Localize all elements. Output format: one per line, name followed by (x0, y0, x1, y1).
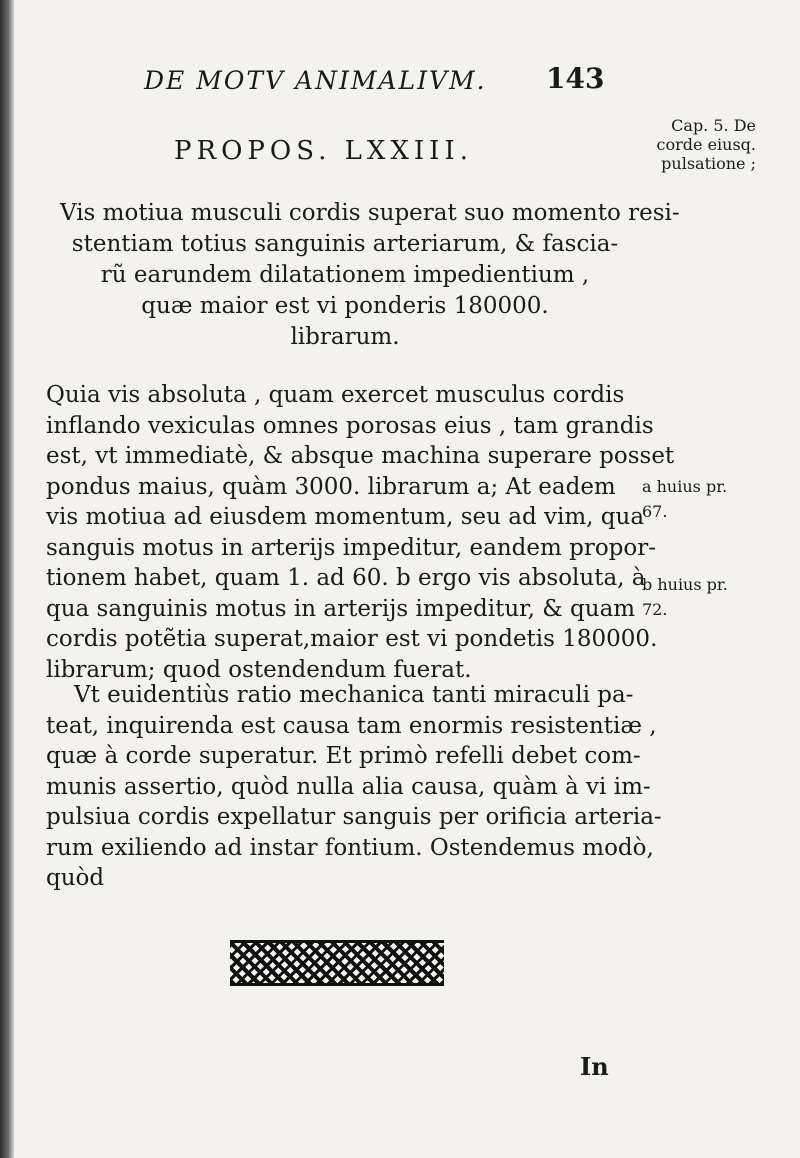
text-line: quæ à corde superatur. Et primò refelli debet com- (46, 743, 641, 769)
text-line: munis assertio, quòd nulla alia causa, quàm à vi im- (46, 773, 651, 800)
text-line: sanguis motus in arterijs impeditur, eandem propor- (46, 534, 657, 561)
margin-note-line: Cap. 5. De (671, 116, 756, 135)
margin-note-chapter (636, 116, 756, 173)
text-line: quòd (46, 865, 105, 891)
margin-ref-line: b huius pr. (642, 575, 728, 594)
proposition-line: librarum. (290, 324, 400, 350)
text-line: qua sanguinis motus in arterijs impeditur, & quam (46, 595, 636, 622)
margin-ref-a (642, 474, 772, 524)
page-number: 143 (546, 62, 605, 95)
text-line: Quia vis absoluta , quam exercet musculus cordis (46, 382, 625, 408)
proposition-statement (60, 198, 680, 353)
text-line: rum exiliendo ad instar fontium. Ostendemus modò, (46, 834, 654, 861)
text-line: vis motiua ad eiusdem momentum, seu ad vim, qua (46, 504, 645, 530)
margin-note-line: pulsatione ; (661, 154, 756, 173)
text-line: librarum; quod ostendendum fuerat. (46, 656, 472, 683)
text-line: est, vt immediatè, & absque machina superare posset (46, 443, 675, 469)
proposition-line: stentiam totius sanguinis arteriarum, & fascia- (71, 231, 619, 257)
text-line: cordis potẽtia superat,maior est vi pondetis 180000. (46, 626, 658, 652)
text-line: pulsiua cordis expellatur sanguis per orificia arteria- (46, 804, 662, 830)
text-line: Vt euidentiùs ratio mechanica tanti miraculi pa- (74, 682, 634, 708)
margin-ref-line: 67. (642, 502, 668, 521)
paragraph-explanation (46, 680, 662, 894)
proposition-line: rũ earundem dilatationem impedientium , (100, 262, 590, 288)
proposition-line: quæ maior est vi ponderis 180000. (141, 293, 549, 319)
catchword: In (580, 1052, 609, 1081)
proposition-line: Vis motiua musculi cordis superat suo momento resi- (60, 200, 680, 226)
margin-ref-line: 72. (642, 600, 668, 619)
margin-ref-b (642, 572, 772, 622)
text-line: tionem habet, quam 1. ad 60. b ergo vis absoluta, à (46, 565, 646, 591)
running-title: DE MOTV ANIMALIVM. (144, 66, 487, 95)
margin-ref-line: a huius pr. (642, 477, 728, 496)
binding-edge (0, 0, 14, 1158)
text-line: pondus maius, quàm 3000. librarum a; At eadem (46, 473, 616, 500)
margin-note-line: corde eiusq. (656, 135, 756, 154)
text-line: inflando vexiculas omnes porosas eius , tam grandis (46, 412, 654, 439)
printer-ornament-icon (230, 940, 444, 986)
proposition-heading: PROPOS. LXXIII. (174, 136, 473, 166)
text-line: teat, inquirenda est causa tam enormis resistentiæ , (46, 712, 657, 739)
